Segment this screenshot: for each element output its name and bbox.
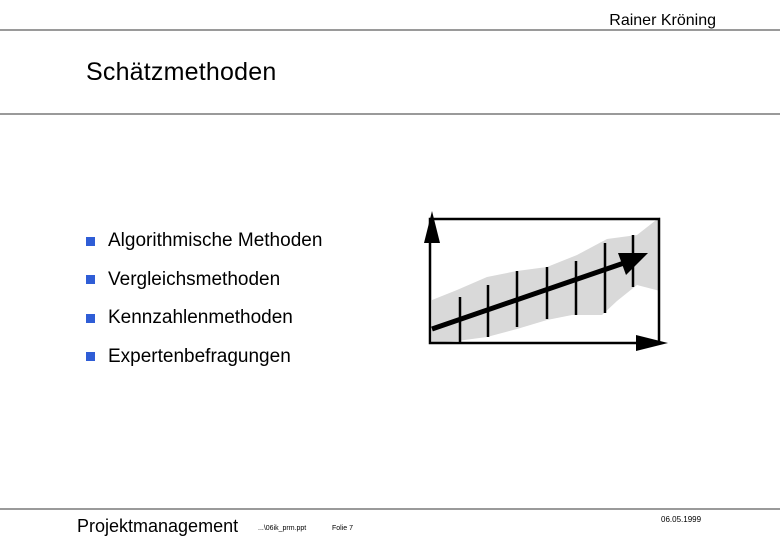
footer-course-title: Projektmanagement: [77, 516, 239, 536]
bullet-item: [86, 261, 322, 300]
bullet-label: Kennzahlenmethoden: [108, 307, 293, 329]
x-axis-arrow-icon: [636, 335, 668, 351]
footer-slide-number: Folie 7: [332, 525, 354, 532]
footer-rule: [0, 508, 780, 510]
header-rule: [0, 29, 780, 31]
bullet-list: [86, 222, 322, 376]
title-rule: [0, 113, 780, 115]
y-axis-arrow-icon: [424, 211, 440, 243]
bullet-item: [86, 299, 322, 338]
square-bullet-icon: [86, 275, 95, 284]
author-name: Rainer Kröning: [609, 12, 716, 29]
bullet-label: Algorithmische Methoden: [108, 230, 323, 252]
bullet-item: [86, 338, 322, 377]
square-bullet-icon: [86, 237, 95, 246]
bullet-label: Expertenbefragungen: [108, 345, 291, 367]
footer-file-path: ...\06ik_prm.ppt: [258, 525, 307, 532]
bullet-label: Vergleichsmethoden: [108, 268, 281, 290]
slide-title: Schätzmethoden: [86, 58, 277, 86]
square-bullet-icon: [86, 314, 95, 323]
estimation-trend-illustration: [412, 205, 674, 355]
square-bullet-icon: [86, 352, 95, 361]
footer-date: 06.05.1999: [661, 515, 702, 524]
bullet-item: [86, 222, 322, 261]
